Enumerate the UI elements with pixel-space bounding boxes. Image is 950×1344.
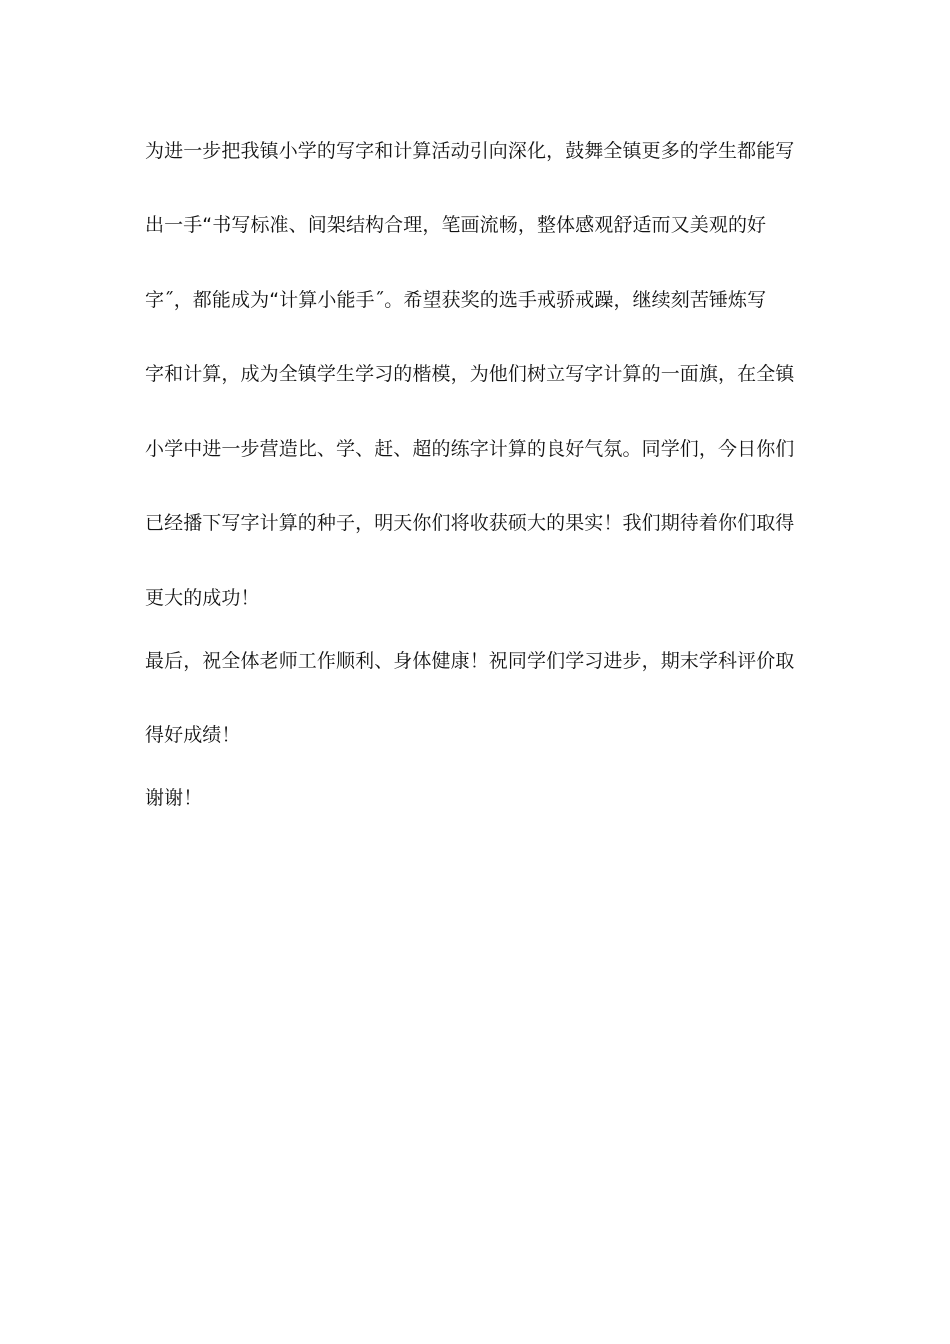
paragraph-line: 字˝，都能成为“计算小能手˝。希望获奖的选手戒骄戒躁，继续刻苦锤炼写 bbox=[145, 289, 767, 311]
paragraph-line: 更大的成功！ bbox=[145, 587, 260, 609]
paragraph-line: 出一手“书写标准、间架结构合理，笔画流畅，整体感观舒适而又美观的好 bbox=[145, 214, 767, 236]
paragraph-line: 谢谢！ bbox=[145, 787, 203, 809]
paragraph-line: 已经播下写字计算的种子，明天你们将收获硕大的果实！我们期待着你们取得 bbox=[145, 512, 795, 534]
paragraph-line: 小学中进一步营造比、学、赶、超的练字计算的良好气氛。同学们，今日你们 bbox=[145, 438, 795, 460]
paragraph-line: 字和计算，成为全镇学生学习的楷模，为他们树立写字计算的一面旗，在全镇 bbox=[145, 363, 795, 385]
paragraph-line: 最后，祝全体老师工作顺利、身体健康！祝同学们学习进步，期末学科评价取 bbox=[145, 650, 795, 672]
paragraph-line: 为进一步把我镇小学的写字和计算活动引向深化，鼓舞全镇更多的学生都能写 bbox=[145, 140, 795, 162]
paragraph-line: 得好成绩！ bbox=[145, 724, 241, 746]
